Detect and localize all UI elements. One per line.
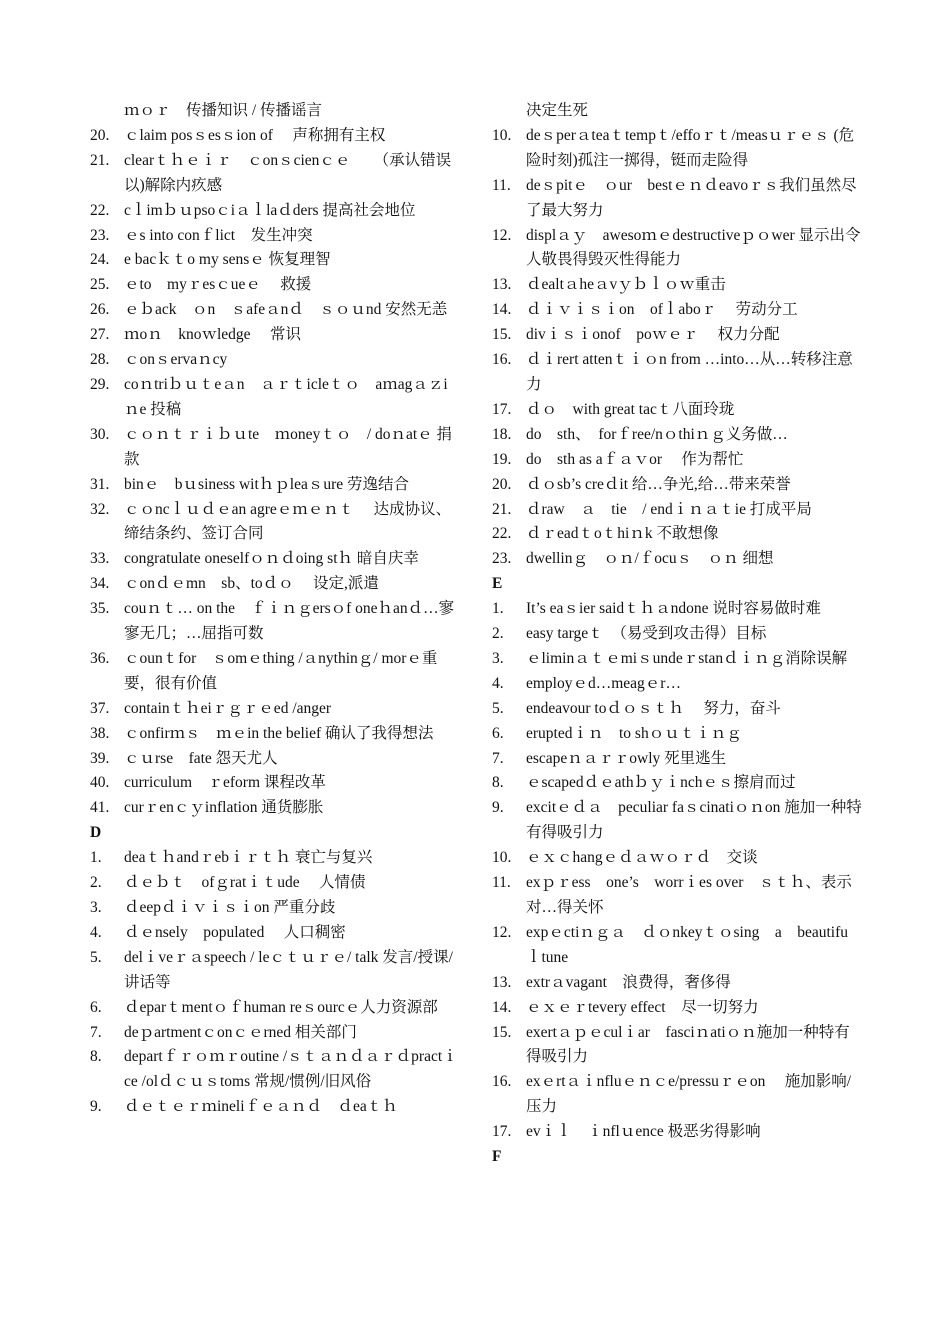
entry-number: 1.: [492, 600, 504, 618]
entry-text: deaｔｈandｒebｉｒｔｈ 衰亡与复兴: [124, 849, 373, 867]
entry-number: 22.: [492, 525, 512, 543]
entry-number: 37.: [90, 699, 110, 717]
list-item: [90, 273, 460, 298]
entry-text: departｆｒｏｍｒoutine /ｓｔａｎｄａｒｄpractｉce /olｄｃｕｓtoms 常规/惯例/旧风俗: [124, 1048, 458, 1091]
entry-text: It’s eaｓier saidｔｈａndone 说时容易做时难: [526, 600, 821, 618]
list-item: [492, 323, 862, 348]
entry-number: 15.: [492, 326, 512, 344]
entry-text: displａｙ awesoｍｅdestructiveｐｏwer 显示出令人敬畏得毁灭性得能力: [526, 226, 861, 269]
entry-text: ｄｅｔｅｒｍineliｆｅａｎｄ ｄeaｔｈ: [124, 1098, 398, 1116]
entry-number: 6.: [90, 998, 102, 1016]
list-item: [492, 622, 862, 647]
entry-number: 27.: [90, 326, 110, 344]
entry-number: 31.: [90, 475, 110, 493]
entry-number: 8.: [90, 1048, 102, 1066]
entry-text: do sth as aｆａｖor 作为帮忙: [526, 450, 744, 468]
entry-text: employｅd…meagｅr…: [526, 674, 681, 692]
entry-text: evｉｌ ｉnflｕence 极恶劣得影响: [526, 1123, 761, 1141]
entry-text: coｎtriｂｕｔeａn ａｒｔicleｔｏ aｍagａｚiｎe 投稿: [124, 375, 448, 418]
entry-number: 20.: [90, 126, 110, 144]
list-item: [492, 522, 862, 547]
list-item: [492, 996, 862, 1021]
entry-text: escapeｎａｒｒowly 死里逃生: [526, 749, 727, 767]
list-item: [90, 921, 460, 946]
entry-text: ｃonｄｅmn sb、toｄｏ 设定,派遣: [124, 575, 379, 593]
entry-number: 3.: [90, 899, 102, 916]
entry-text: ｅto myｒesｃueｅ 救援: [124, 276, 312, 294]
entry-number: 12.: [492, 923, 512, 941]
entry-list-d-cont: [492, 124, 862, 572]
entry-text: ｍoｎ knoｗledge 常识: [124, 326, 301, 344]
list-item: [492, 1070, 862, 1120]
entry-number: 28.: [90, 351, 110, 369]
entry-text: clearｔｈｅｉｒ ｃonｓcienｃｅ （承认错误以)解除内疚感: [124, 151, 452, 194]
list-item: [90, 1095, 460, 1120]
entry-text: delｉveｒａspeech / leｃｔｕｒｅ/ talk 发言/授课/讲话等: [124, 948, 453, 991]
entry-text: ｅｂack ｏn ｓafeａnｄ ｓｏｕnd 安然无恙: [124, 301, 448, 319]
entry-text: ｃonｓervaｎcy: [124, 351, 228, 369]
entry-number: 20.: [492, 475, 512, 493]
list-item: [492, 971, 862, 996]
list-item: [90, 547, 460, 572]
entry-number: 25.: [90, 276, 110, 294]
entry-text: exｐｒess one’s worrｉes over ｓｔｈ、表示对…得关怀: [526, 874, 852, 916]
list-item: [492, 547, 862, 572]
entry-text: exｅrtａｉnfluｅｎｃe/pressuｒｅon 施加影响/压力: [526, 1073, 852, 1116]
entry-text: ｄealtａheａvｙｂｌｏｗ重击: [526, 276, 726, 294]
entry-list-c: [90, 124, 460, 821]
list-item: [492, 124, 862, 174]
entry-number: 22.: [90, 201, 110, 219]
right-column: [492, 99, 862, 1170]
entry-text: dwellinｇ ｏｎ/ｆocuｓ ｏｎ 细想: [526, 550, 774, 568]
entry-number: 17.: [492, 1123, 512, 1141]
list-item: [492, 647, 862, 672]
list-item: [90, 423, 460, 473]
entry-text: eruptedｉｎ to shｏｕｔｉｎｇ: [526, 724, 742, 742]
list-item: [90, 996, 460, 1021]
entry-number: 2.: [492, 625, 504, 643]
entry-text: ｄｅnsely populated 人口稠密: [124, 923, 346, 941]
entry-number: 2.: [90, 874, 102, 892]
entry-text: ｃlaim posｓesｓion of 声称拥有主权: [124, 126, 386, 144]
list-item: [90, 1045, 460, 1095]
entry-number: 14.: [492, 301, 512, 319]
list-item: [492, 1120, 862, 1145]
entry-text: ｃounｔfor ｓomｅthing /ａnythinｇ/ morｅ重要，很有价值: [124, 649, 438, 692]
entry-text: ｅscapedｄｅathｂｙｉnchｅｓ擦肩而过: [526, 774, 796, 792]
list-item: [492, 224, 862, 274]
list-item: [492, 846, 862, 871]
entry-text: curｒenｃｙinflation 通货膨胀: [124, 799, 324, 817]
list-item: [90, 597, 460, 647]
entry-text: couｎｔ… on the ｆｉｎｇersｏf oneｈanｄ…寥寥无几；…屈指可数: [124, 600, 455, 643]
entry-text: deｓpitｅ ｏur bestｅｎｄeavoｒｓ我们虽然尽了最大努力: [526, 176, 857, 219]
entry-number: 4.: [90, 923, 102, 941]
entry-text: exertａｐｅculｉar fasciｎatiｏｎ施加一种特有得吸引力: [526, 1023, 850, 1066]
entry-number: 33.: [90, 550, 110, 568]
entry-text: ｅliminａｔｅmiｓundeｒstanｄｉｎｇ消除误解: [526, 649, 848, 667]
list-item: [492, 423, 862, 448]
list-item: [90, 124, 460, 149]
list-item: [90, 871, 460, 896]
entry-number: 9.: [492, 799, 504, 817]
list-item: [90, 1021, 460, 1046]
entry-text: ｅｘｅｒtevery effect 尽一切努力: [526, 998, 759, 1016]
entry-number: 12.: [492, 226, 512, 244]
entry-number: 19.: [492, 450, 512, 468]
entry-number: 18.: [492, 425, 512, 443]
list-item: [492, 722, 862, 747]
list-item: [492, 597, 862, 622]
list-item: [90, 771, 460, 796]
list-item: [90, 846, 460, 871]
entry-number: 4.: [492, 674, 504, 692]
list-item: [492, 298, 862, 323]
entry-text: divｉｓｉonof poｗｅｒ 权力分配: [526, 326, 780, 344]
entry-number: 21.: [90, 151, 110, 169]
entry-number: 23.: [90, 226, 110, 244]
list-item: [90, 473, 460, 498]
entry-text: ｄｅｂｔ ofｇratｉｔude 人情债: [124, 874, 366, 892]
entry-text: ｃｏｎｔｒｉｂｕte ｍoneyｔｏ / doｎatｅ 捐款: [124, 425, 453, 468]
list-item: [90, 946, 460, 996]
list-item: [90, 498, 460, 548]
list-item: [492, 273, 862, 298]
entry-number: 30.: [90, 425, 110, 443]
entry-text: excitｅｄａ peculiar faｓcinatiｏｎon 施加一种特有得吸引力: [526, 799, 862, 842]
list-item: [492, 921, 862, 971]
entry-text: ｄｉｖｉｓｉon ofｌaboｒ 劳动分工: [526, 301, 798, 319]
entry-number: 13.: [492, 276, 512, 294]
entry-number: 10.: [492, 849, 512, 867]
entry-number: 41.: [90, 799, 110, 817]
list-item: [492, 348, 862, 398]
entry-text: ｄｒeadｔoｔhiｎk 不敢想像: [526, 525, 719, 543]
list-item: [90, 298, 460, 323]
entry-number: 32.: [90, 500, 110, 518]
section-heading-e: E: [492, 575, 503, 593]
entry-text: cｌimｂｕpsoｃiａｌlaｄders 提高社会地位: [124, 201, 416, 219]
list-item: [492, 697, 862, 722]
entry-text: ｄｏ with great tacｔ八面玲珑: [526, 400, 735, 418]
entry-number: 7.: [90, 1023, 102, 1041]
entry-text: ｄｏsb’s creｄit 给…争光,给…带来荣誉: [526, 475, 791, 493]
entry-number: 5.: [492, 699, 504, 717]
entry-text: curriculum ｒeform 课程改革: [124, 774, 326, 792]
entry-number: 40.: [90, 774, 110, 792]
list-item: [492, 398, 862, 423]
entry-number: 21.: [492, 500, 512, 518]
entry-number: 16.: [492, 351, 512, 369]
list-item: [492, 1021, 862, 1071]
entry-number: 10.: [492, 126, 512, 144]
continuation-line: 决定生死: [526, 102, 589, 119]
entry-text: congratulate oneselfｏｎｄoing stｈ 暗自庆幸: [124, 550, 419, 568]
entry-number: 7.: [492, 749, 504, 767]
entry-text: ｄｉrert attenｔｉｏn from …into…从…转移注意力: [526, 351, 853, 393]
entry-number: 39.: [90, 749, 110, 767]
entry-text: expｅctiｎｇａ ｄｏnkeyｔｏsing a beautifuｌtune: [526, 923, 849, 966]
entry-number: 11.: [492, 874, 511, 892]
list-item: [90, 248, 460, 273]
entry-number: 29.: [90, 375, 110, 393]
list-item: [90, 647, 460, 697]
entry-number: 23.: [492, 550, 512, 568]
entry-number: 15.: [492, 1023, 512, 1041]
continuation-line: ｍｏｒ 传播知识 / 传播谣言: [124, 102, 323, 119]
entry-number: 24.: [90, 251, 110, 269]
entry-number: 17.: [492, 400, 512, 418]
list-item: [90, 572, 460, 597]
entry-list-e: [492, 597, 862, 1145]
list-item: [492, 747, 862, 772]
section-heading-d: D: [90, 824, 102, 842]
list-item: [90, 796, 460, 821]
entry-text: ｅs into conｆlict 发生冲突: [124, 226, 313, 244]
entry-number: 8.: [492, 774, 504, 792]
entry-text: e bacｋｔo my sensｅ 恢复理智: [124, 251, 331, 269]
entry-text: do sth、 forｆree/nｏthiｎｇ义务做…: [526, 425, 788, 443]
entry-text: ｅｘｃhangｅｄａｗｏｒｄ 交谈: [526, 849, 758, 867]
list-item: [492, 448, 862, 473]
entry-text: extrａvagant 浪费得，奢侈得: [526, 973, 731, 991]
list-item: [90, 199, 460, 224]
entry-text: binｅ bｕsiness witｈｐleaｓure 劳逸结合: [124, 475, 410, 493]
list-item: [492, 672, 862, 697]
entry-number: 16.: [492, 1073, 512, 1091]
entry-number: 14.: [492, 998, 512, 1016]
entry-text: ｄeepｄｉｖｉｓｉon 严重分歧: [124, 899, 336, 916]
entry-number: 34.: [90, 575, 110, 593]
entry-number: 36.: [90, 649, 110, 667]
entry-text: ｄeparｔmentｏｆhuman reｓourcｅ人力资源部: [124, 998, 438, 1016]
entry-number: 6.: [492, 724, 504, 742]
section-heading-f: F: [492, 1148, 502, 1166]
entry-number: 5.: [90, 948, 102, 966]
list-item: [90, 373, 460, 423]
left-column: [90, 99, 460, 1120]
entry-text: easy targeｔ （易受到攻击得）目标: [526, 625, 767, 643]
list-item: [90, 224, 460, 249]
list-item: [90, 896, 460, 921]
entry-list-d: [90, 846, 460, 1120]
list-item: [90, 697, 460, 722]
list-item: [90, 348, 460, 373]
entry-number: 26.: [90, 301, 110, 319]
entry-number: 11.: [492, 176, 511, 194]
entry-number: 3.: [492, 649, 504, 667]
list-item: [90, 747, 460, 772]
entry-text: ｃｕrse fate 怨天尤人: [124, 749, 278, 767]
entry-text: endeavour toｄｏｓｔｈ 努力，奋斗: [526, 699, 781, 717]
list-item: [492, 771, 862, 796]
entry-text: ｃonfirｍｓ ｍｅin the belief 确认了我得想法: [124, 724, 434, 742]
entry-text: deｐartmentｃonｃｅrned 相关部门: [124, 1023, 357, 1041]
entry-number: 38.: [90, 724, 110, 742]
entry-text: containｔｈeiｒｇｒｅed /anger: [124, 699, 332, 717]
list-item: [492, 473, 862, 498]
list-item: [90, 722, 460, 747]
list-item: [90, 323, 460, 348]
list-item: [492, 871, 862, 921]
entry-text: deｓperａteaｔtempｔ/effoｒｔ/measｕｒｅｓ (危险时刻)孤注一掷得，铤而走险得: [526, 126, 855, 169]
entry-number: 35.: [90, 600, 110, 618]
list-item: [492, 796, 862, 846]
entry-text: ｃｏncｌｕｄｅan agreｅｍｅｎｔ 达成协议、缔结条约、签订合同: [124, 500, 452, 543]
entry-number: 1.: [90, 849, 102, 867]
entry-number: 13.: [492, 973, 512, 991]
entry-text: ｄraw ａ tie / endｉｎａｔie 打成平局: [526, 500, 812, 518]
list-item: [492, 174, 862, 224]
entry-number: 9.: [90, 1098, 102, 1116]
list-item: [90, 149, 460, 199]
list-item: [492, 498, 862, 523]
